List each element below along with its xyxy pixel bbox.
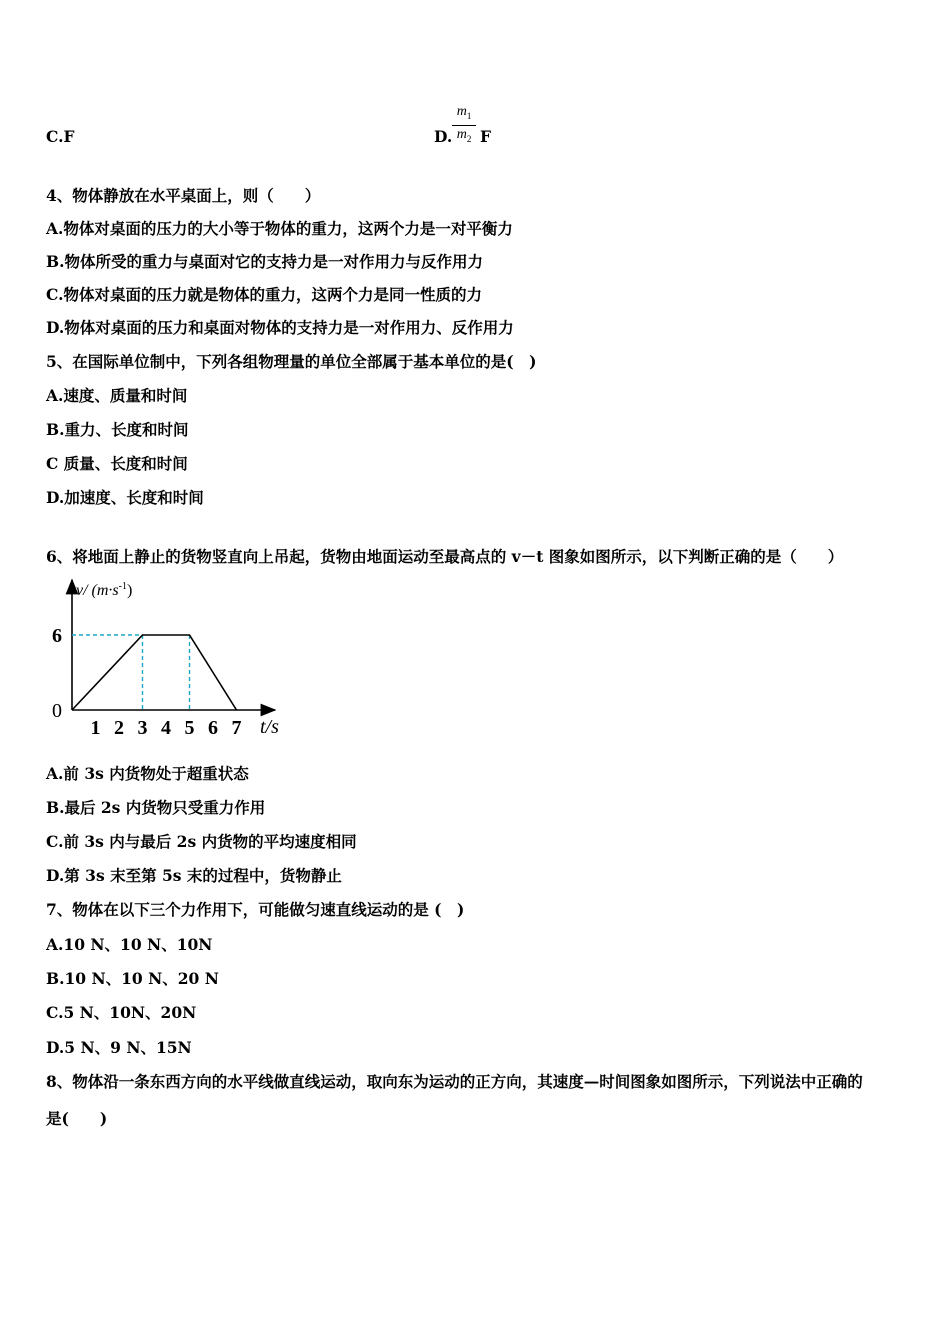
q4-option-c: C.物体对桌面的压力就是物体的重力，这两个力是同一性质的力 — [46, 285, 482, 304]
fraction-numerator-sub: 1 — [466, 110, 472, 121]
x-tick-label: 2 — [114, 717, 124, 739]
q5-option-d: D.加速度、长度和时间 — [46, 488, 204, 507]
q4-option-d: D.物体对桌面的压力和桌面对物体的支持力是一对作用力、反作用力 — [46, 318, 514, 337]
fraction-m1-over-m2 — [452, 103, 476, 148]
x-tick-label: 4 — [161, 717, 171, 739]
x-tick-label: 7 — [231, 717, 242, 739]
vt-graph — [40, 573, 300, 743]
q6-option-c: C.前 3s 内与最后 2s 内货物的平均速度相同 — [46, 832, 357, 851]
q7-option-d: D.5 N、9 N、15N — [46, 1038, 192, 1057]
x-tick-label: 5 — [184, 717, 195, 739]
y-tick-label: 6 — [52, 625, 62, 647]
q4-option-a: A.物体对桌面的压力的大小等于物体的重力，这两个力是一对平衡力 — [46, 219, 513, 238]
q5-option-c: C 质量、长度和时间 — [46, 454, 188, 473]
y-axis-label: v/ $(m\cdot s^{-1})$ — [76, 581, 133, 599]
q7-option-b: B.10 N、10 N、20 N — [46, 969, 219, 988]
q7-option-a: A.10 N、10 N、10N — [46, 935, 213, 954]
q8-stem-line1: 8、物体沿一条东西方向的水平线做直线运动，取向东为运动的正方向，其速度—时间图象如图所示，下列说法中正确的 — [46, 1072, 863, 1091]
q7-option-c: C.5 N、10N、20N — [46, 1003, 197, 1022]
fraction-denominator-sub: 2 — [466, 133, 472, 144]
q7-stem: 7、物体在以下三个力作用下，可能做匀速直线运动的是 ( ) — [46, 900, 465, 919]
q6-option-d: D.第 3s 末至第 5s 末的过程中，货物静止 — [46, 866, 342, 885]
q4-option-b: B.物体所受的重力与桌面对它的支持力是一对作用力与反作用力 — [46, 252, 483, 271]
origin-label: 0 — [52, 700, 62, 722]
q5-option-b: B.重力、长度和时间 — [46, 420, 189, 439]
velocity-series-line — [72, 635, 237, 710]
q6-option-a: A.前 3s 内货物处于超重状态 — [46, 764, 249, 783]
fraction-denominator: m — [456, 126, 467, 142]
option-d-prev-suffix: F — [480, 127, 492, 146]
q5-stem: 5、在国际单位制中，下列各组物理量的单位全部属于基本单位的是( ) — [46, 352, 537, 371]
option-c-prev: C.F — [46, 127, 75, 146]
q6-stem: 6、将地面上静止的货物竖直向上吊起，货物由地面运动至最高点的 v－t 图象如图所示，以下判断正确的是（ ） — [46, 547, 844, 566]
x-tick-label: 6 — [208, 717, 218, 739]
q5-option-a: A.速度、质量和时间 — [46, 386, 188, 405]
q6-option-b: B.最后 2s 内货物只受重力作用 — [46, 798, 266, 817]
q4-stem: 4、物体静放在水平桌面上，则（ ） — [46, 186, 321, 205]
q8-stem-line2: 是( ) — [46, 1109, 108, 1128]
option-d-prev-prefix: D. — [434, 127, 453, 146]
x-tick-label: 3 — [137, 717, 148, 739]
x-axis-label: t/s — [260, 716, 279, 738]
x-tick-label: 1 — [90, 717, 101, 739]
fraction-numerator: m — [456, 104, 467, 119]
